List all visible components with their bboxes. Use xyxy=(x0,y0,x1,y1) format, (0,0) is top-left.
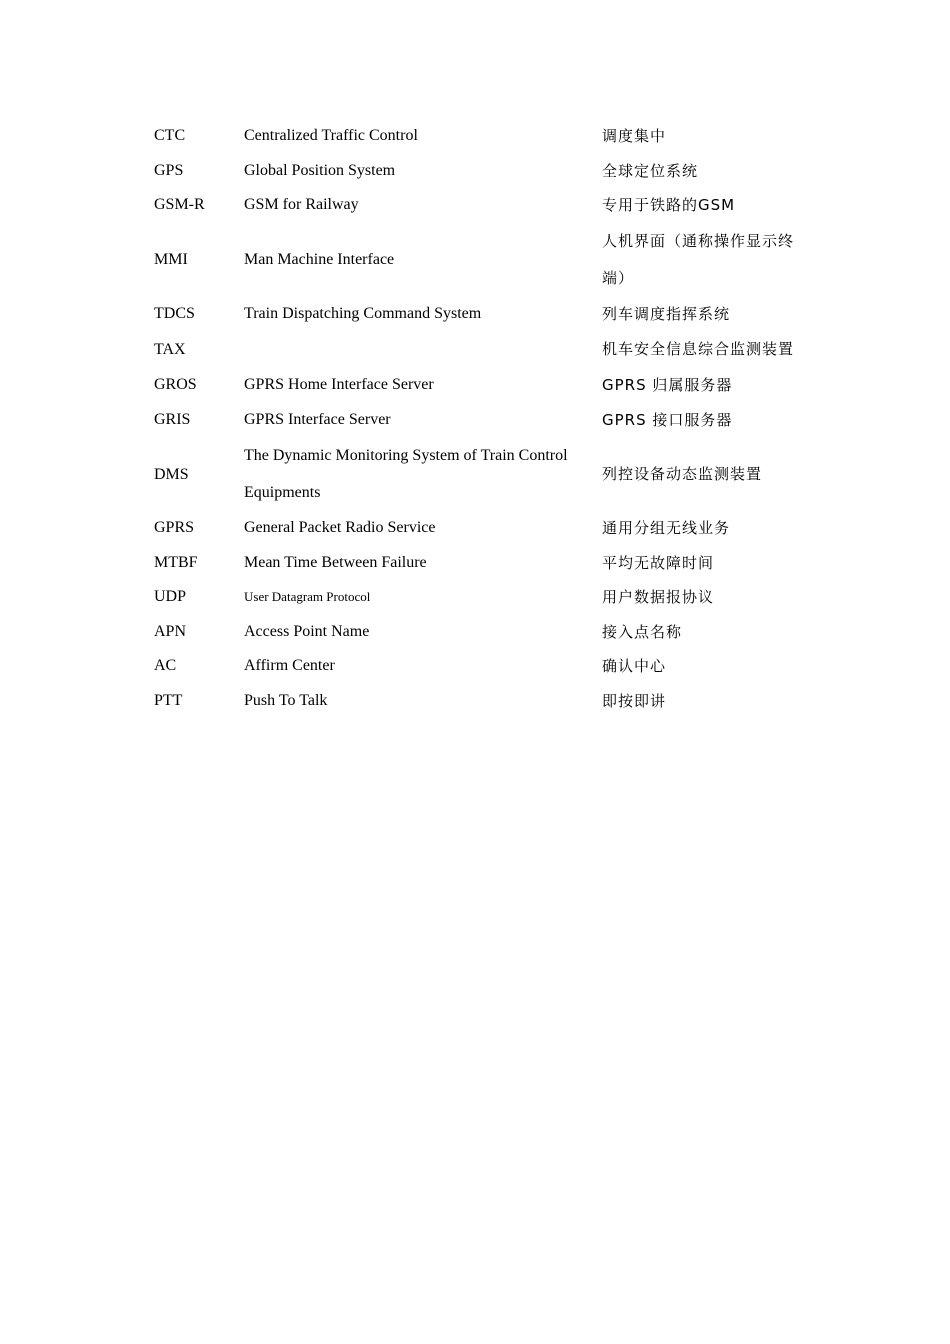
abbreviation-table xyxy=(148,119,808,718)
english-term-cell: GSM for Railway xyxy=(244,196,359,213)
english-term-cell: Mean Time Between Failure xyxy=(244,553,427,571)
table-row xyxy=(148,546,808,581)
abbreviation-cell: GPRS xyxy=(154,519,195,536)
chinese-term-cell: 平均无故障时间 xyxy=(602,553,715,572)
table-row xyxy=(148,188,808,223)
english-term-cell: Access Point Name xyxy=(244,622,370,640)
abbreviation-cell: TDCS xyxy=(154,304,195,322)
chinese-term-cell: 机车安全信息综合监测装置 xyxy=(602,340,795,358)
chinese-term-cell: GPRS 接口服务器 xyxy=(602,410,733,429)
english-term-cell: Affirm Center xyxy=(244,657,335,674)
english-term-cell: User Datagram Protocol xyxy=(244,589,371,604)
chinese-term-cell: 用户数据报协议 xyxy=(602,588,715,606)
chinese-term-cell: 列控设备动态监测装置 xyxy=(602,464,763,483)
table-row xyxy=(148,154,808,189)
abbreviation-cell: MTBF xyxy=(154,553,198,571)
table-row xyxy=(148,615,808,650)
abbreviation-cell: GROS xyxy=(154,376,197,393)
english-term-cell: GPRS Interface Server xyxy=(244,410,391,428)
chinese-term-cell: 列车调度指挥系统 xyxy=(602,304,731,323)
english-term-cell: Man Machine Interface xyxy=(244,251,395,268)
english-term-cell: Push To Talk xyxy=(244,691,328,709)
english-term-cell: General Packet Radio Service xyxy=(244,519,436,536)
table-row xyxy=(148,297,808,332)
abbreviation-cell: DMS xyxy=(154,465,189,483)
english-term-cell xyxy=(238,331,596,368)
chinese-term-cell: 即按即讲 xyxy=(602,691,667,710)
table-row xyxy=(148,403,808,438)
table-row xyxy=(148,223,808,297)
english-term-cell: Global Position System xyxy=(244,161,396,179)
english-term-cell: Train Dispatching Command System xyxy=(244,304,482,322)
abbreviation-cell: TAX xyxy=(154,341,186,358)
chinese-term-cell: GPRS 归属服务器 xyxy=(602,376,733,394)
chinese-term-cell: 通用分组无线业务 xyxy=(602,519,731,537)
english-term-cell: GPRS Home Interface Server xyxy=(244,376,434,393)
abbreviation-cell: PTT xyxy=(154,691,183,709)
table-row xyxy=(148,119,808,154)
english-term-cell: The Dynamic Monitoring System of Train Control Equipments xyxy=(244,447,568,501)
abbreviation-cell: APN xyxy=(154,622,187,640)
abbreviation-cell: UDP xyxy=(154,588,187,605)
table-row xyxy=(148,437,808,511)
table-row xyxy=(148,331,808,368)
abbreviation-cell: MMI xyxy=(154,251,188,268)
chinese-term-cell: 全球定位系统 xyxy=(602,161,699,180)
abbreviation-cell: GPS xyxy=(154,161,184,179)
chinese-term-cell: 专用于铁路的GSM xyxy=(602,196,736,214)
abbreviation-cell: CTC xyxy=(154,127,186,144)
chinese-term-cell: 确认中心 xyxy=(602,657,667,675)
chinese-term-cell: 接入点名称 xyxy=(602,622,683,641)
table-row xyxy=(148,580,808,615)
english-term-cell: Centralized Traffic Control xyxy=(244,127,418,144)
abbreviation-cell: GRIS xyxy=(154,410,191,428)
table-row xyxy=(148,684,808,719)
chinese-term-cell: 调度集中 xyxy=(602,127,667,145)
abbreviation-cell: AC xyxy=(154,657,177,674)
table-row xyxy=(148,368,808,403)
chinese-term-cell: 人机界面（通称操作显示终端） xyxy=(602,231,795,287)
table-row xyxy=(148,511,808,546)
abbreviation-cell: GSM-R xyxy=(154,196,205,213)
table-row xyxy=(148,649,808,684)
